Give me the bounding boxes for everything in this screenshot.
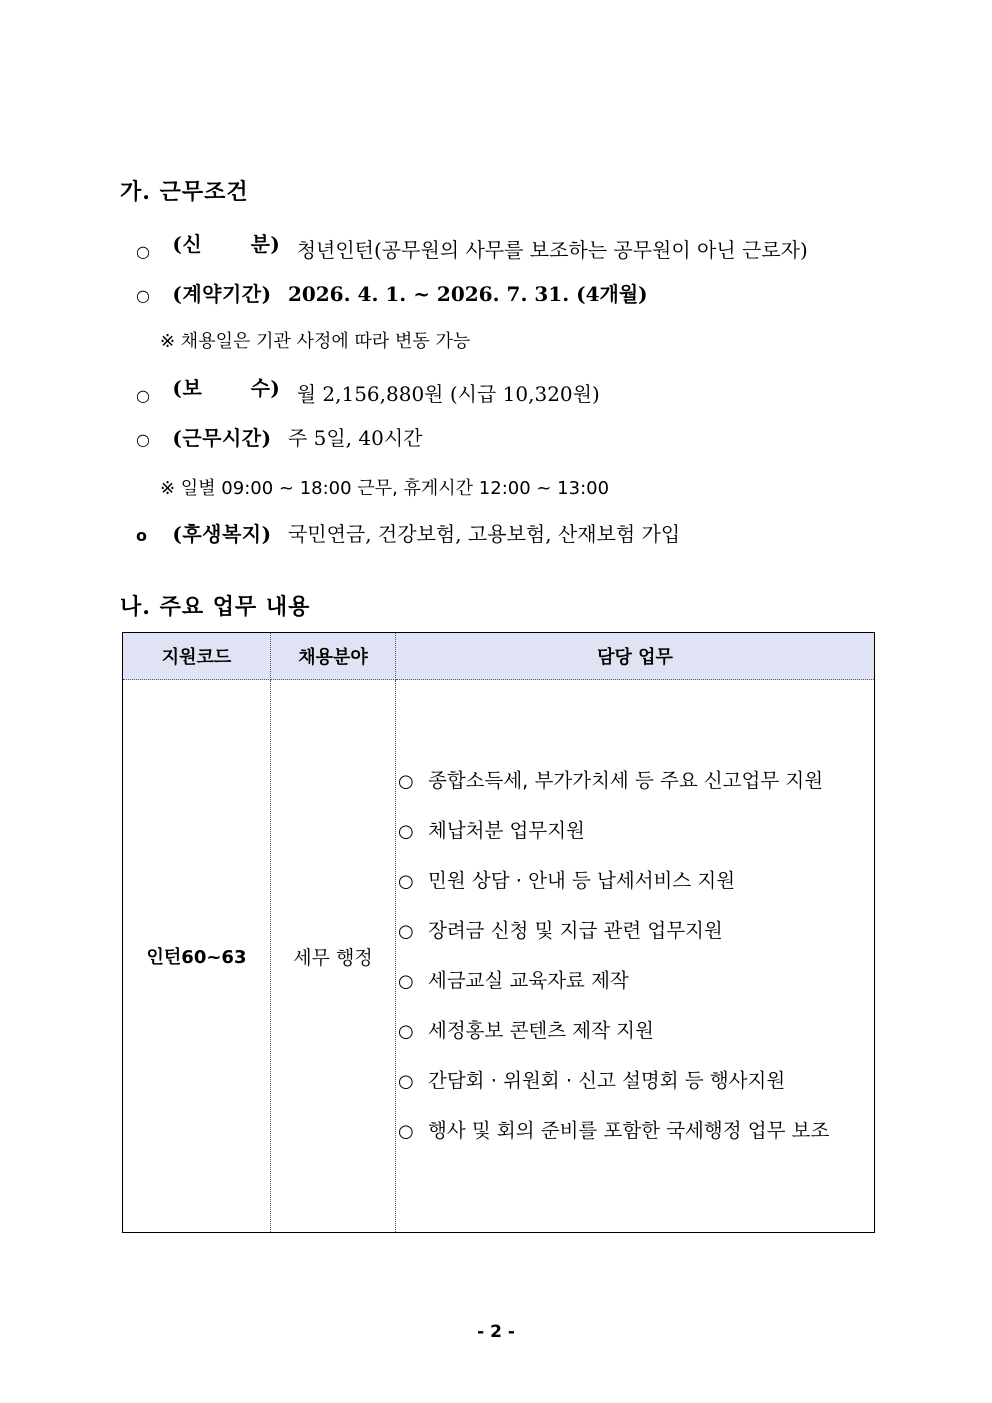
condition-value: 청년인턴(공무원의 사무를 보조하는 공무원이 아닌 근로자)	[296, 238, 808, 262]
bullet-icon: ○	[136, 242, 150, 261]
note-daily-hours: ※ 일별 09:00 ~ 18:00 근무, 휴게시간 12:00 ~ 13:00	[160, 478, 610, 499]
circle-bullet-icon: ○	[398, 1121, 414, 1142]
header-duties: 담당 업무	[396, 633, 875, 680]
duty-table	[122, 632, 875, 1233]
task-item: ○ 간담회 · 위원회 · 신고 설명회 등 행사지원	[398, 1056, 873, 1106]
task-item: ○ 체납처분 업무지원	[398, 806, 873, 856]
page-number: - 2 -	[477, 1322, 515, 1342]
condition-status	[136, 228, 808, 263]
cell-code: 인턴60~63	[123, 680, 271, 1233]
bullet-icon: ○	[136, 386, 150, 405]
condition-value: 2026. 4. 1. ~ 2026. 7. 31. (4개월)	[287, 282, 648, 306]
header-code: 지원코드	[123, 633, 271, 680]
condition-contract-period	[136, 278, 648, 307]
task-item: ○ 세정홍보 콘텐츠 제작 지원	[398, 1006, 873, 1056]
circle-bullet-icon: ○	[398, 971, 414, 992]
header-field: 채용분야	[271, 633, 396, 680]
cell-field: 세무 행정	[271, 680, 396, 1233]
condition-pay	[136, 372, 600, 407]
task-item: ○ 세금교실 교육자료 제작	[398, 956, 873, 1006]
bullet-icon: o	[136, 526, 147, 545]
circle-bullet-icon: ○	[398, 921, 414, 942]
circle-bullet-icon: ○	[398, 1021, 414, 1042]
circle-bullet-icon: ○	[398, 1071, 414, 1092]
table-header-row	[123, 633, 875, 680]
circle-bullet-icon: ○	[398, 821, 414, 842]
condition-value: 주 5일, 40시간	[287, 426, 423, 450]
bullet-icon: ○	[136, 430, 150, 449]
section-b-title: 나. 주요 업무 내용	[120, 594, 311, 620]
condition-work-hours	[136, 422, 422, 451]
task-item: ○ 민원 상담 · 안내 등 납세서비스 지원	[398, 856, 873, 906]
condition-label: (계약기간)	[172, 282, 272, 306]
task-item: ○ 행사 및 회의 준비를 포함한 국세행정 업무 보조	[398, 1106, 873, 1156]
note-start-date: ※ 채용일은 기관 사정에 따라 변동 가능	[160, 331, 471, 352]
task-item: ○ 장려금 신청 및 지급 관련 업무지원	[398, 906, 873, 956]
condition-label: (보 수)	[172, 376, 281, 400]
section-a-title: 가. 근무조건	[120, 179, 249, 205]
cell-duties	[396, 680, 875, 1233]
condition-label: (근무시간)	[172, 426, 272, 450]
bullet-icon: ○	[136, 286, 150, 305]
circle-bullet-icon: ○	[398, 871, 414, 892]
condition-label: (후생복지)	[172, 522, 272, 546]
table-row	[123, 680, 875, 1233]
condition-value: 월 2,156,880원 (시급 10,320원)	[296, 382, 600, 406]
condition-label: (신 분)	[172, 232, 281, 256]
circle-bullet-icon: ○	[398, 771, 414, 792]
condition-welfare	[136, 518, 680, 547]
task-item: ○ 종합소득세, 부가가치세 등 주요 신고업무 지원	[398, 756, 873, 806]
condition-value: 국민연금, 건강보험, 고용보험, 산재보험 가입	[287, 522, 681, 546]
